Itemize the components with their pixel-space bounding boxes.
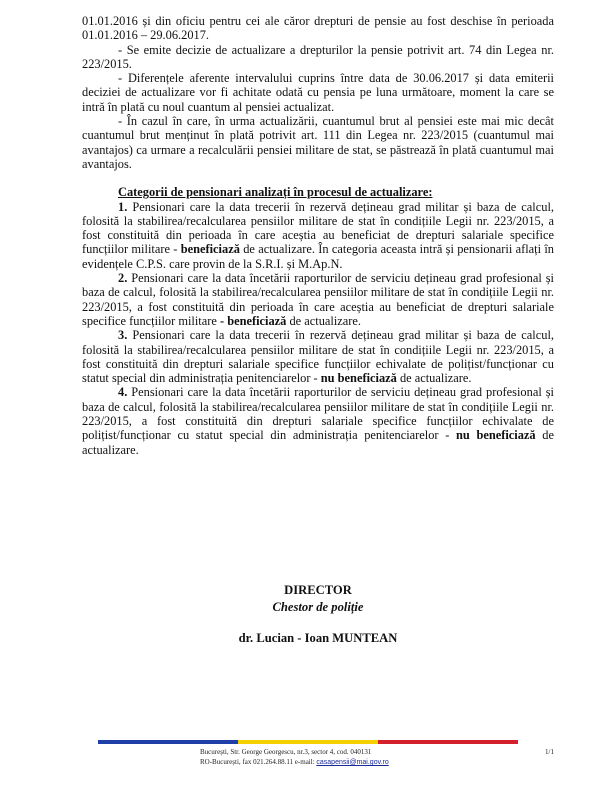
category-text-end: de actualizare. bbox=[82, 428, 555, 457]
category-number: 2. bbox=[118, 271, 128, 286]
category-text-end: de actualizare. În categoria aceasta intră și pensionarii aflați în evidențele C.P.S. care provin de la S.R.I. și M.Ap.N. bbox=[82, 242, 554, 271]
signature-title: DIRECTOR bbox=[284, 583, 352, 597]
paragraph-intro: 01.01.2016 și din oficiu pentru cei ale căror drepturi de pensie au fost deschise în perioada 01.01.2016 – 29.06.2017. bbox=[82, 14, 554, 43]
footer-email-link[interactable]: casapensii@mai.gov.ro bbox=[316, 759, 389, 766]
category-status: nu beneficiază bbox=[456, 428, 536, 443]
categories-heading: Categorii de pensionari analizați în procesul de actualizare: bbox=[118, 185, 433, 200]
signature-name: dr. Lucian - Ioan MUNTEAN bbox=[238, 631, 398, 645]
category-text: Pensionari care la data încetării raporturilor de serviciu dețineau grad profesional și baza de calcul, folosită la stabilirea/recalcularea pensiilor militare de stat în condițiile Legii nr. 223/2015, a fost constituită din perioada în care aceștia au beneficiat de drepturi salariale specifice funcțiilor militare bbox=[82, 271, 554, 328]
signature-rank: Chestor de poliție bbox=[272, 600, 364, 614]
flag-stripe-yellow bbox=[238, 740, 378, 744]
category-text-end: de actualizare. bbox=[286, 313, 362, 328]
category-text: Pensionari care la data trecerii în rezervă dețineau grad militar și baza de calcul, folosită la stabilirea/recalcularea pensiilor militare de stat în condițiile Legii nr. 223/2015, a fost constituită din drepturi salariale specifice funcțiilor echivalate de polițist/funcționar cu statut special din administrația penitenciarelor - bbox=[82, 328, 554, 386]
paragraph-differences: - Diferențele aferente intervalului cuprins între data de 30.06.2017 și data emiterii deciziei de actualizare vor fi achitate odată cu pensia pe luna următoare, moment la care se intră în plată cu noul cuantum al pensiei actualizat. bbox=[82, 71, 554, 114]
category-number: 4. bbox=[118, 385, 128, 400]
document-page bbox=[82, 0, 555, 645]
category-number: 1. bbox=[118, 199, 128, 214]
footer-fax: RO-București, fax 021.264.88.11 e-mail: bbox=[200, 758, 317, 766]
category-number: 3. bbox=[118, 328, 128, 343]
category-status: beneficiază bbox=[180, 242, 240, 257]
category-text: Pensionari care la data încetării raporturilor de serviciu dețineau grad profesional și baza de calcul, folosită la stabilirea/recalcularea pensiilor militare de stat în condițiile Legii nr. 223/2015, a fost constituită din drepturi salariale specifice funcțiilor echivalate de polițist/funcționar cu statut special din administrația penitenciarelor - bbox=[82, 385, 554, 443]
paragraph-advantageous-amount: - În cazul în care, în urma actualizării, cuantumul brut al pensiei este mai mic decât cuantumul brut menținut în plată potrivit art. 111 din Legea nr. 223/2015 (cuantumul mai avantajos) ca urmare a recalculării pensiei militare de stat, se păstrează în plată cuantumul mai avantajos. bbox=[82, 114, 554, 171]
category-text-end: de actualizare. bbox=[396, 371, 472, 386]
tricolor-band bbox=[98, 740, 518, 744]
category-status: nu beneficiază bbox=[320, 371, 397, 386]
category-item-1 bbox=[82, 200, 554, 271]
footer-address: București, Str. George Georgescu, nr.3, sector 4, cod. 040131 bbox=[200, 748, 372, 756]
footer-contact bbox=[200, 758, 460, 768]
category-text: Pensionari care la data trecerii în rezervă dețineau grad militar și baza de calcul, folosită la stabilirea/recalcularea pensiilor militare de stat în condițiile Legii nr. 223/2015, a fost constituită din perioada în care aceștia au beneficiat de drepturi salariale specifice funcțiilor militare - bbox=[82, 199, 554, 257]
category-item-4 bbox=[82, 385, 554, 456]
category-item-3 bbox=[82, 328, 554, 385]
page-number: 1/1 bbox=[545, 748, 554, 756]
category-status: - beneficiază bbox=[219, 313, 287, 328]
flag-stripe-blue bbox=[98, 740, 238, 744]
category-item-2 bbox=[82, 271, 554, 328]
paragraph-decision: - Se emite decizie de actualizare a drepturilor la pensie potrivit art. 74 din Legea nr. 223/2015. bbox=[82, 42, 554, 71]
flag-stripe-red bbox=[378, 740, 518, 744]
